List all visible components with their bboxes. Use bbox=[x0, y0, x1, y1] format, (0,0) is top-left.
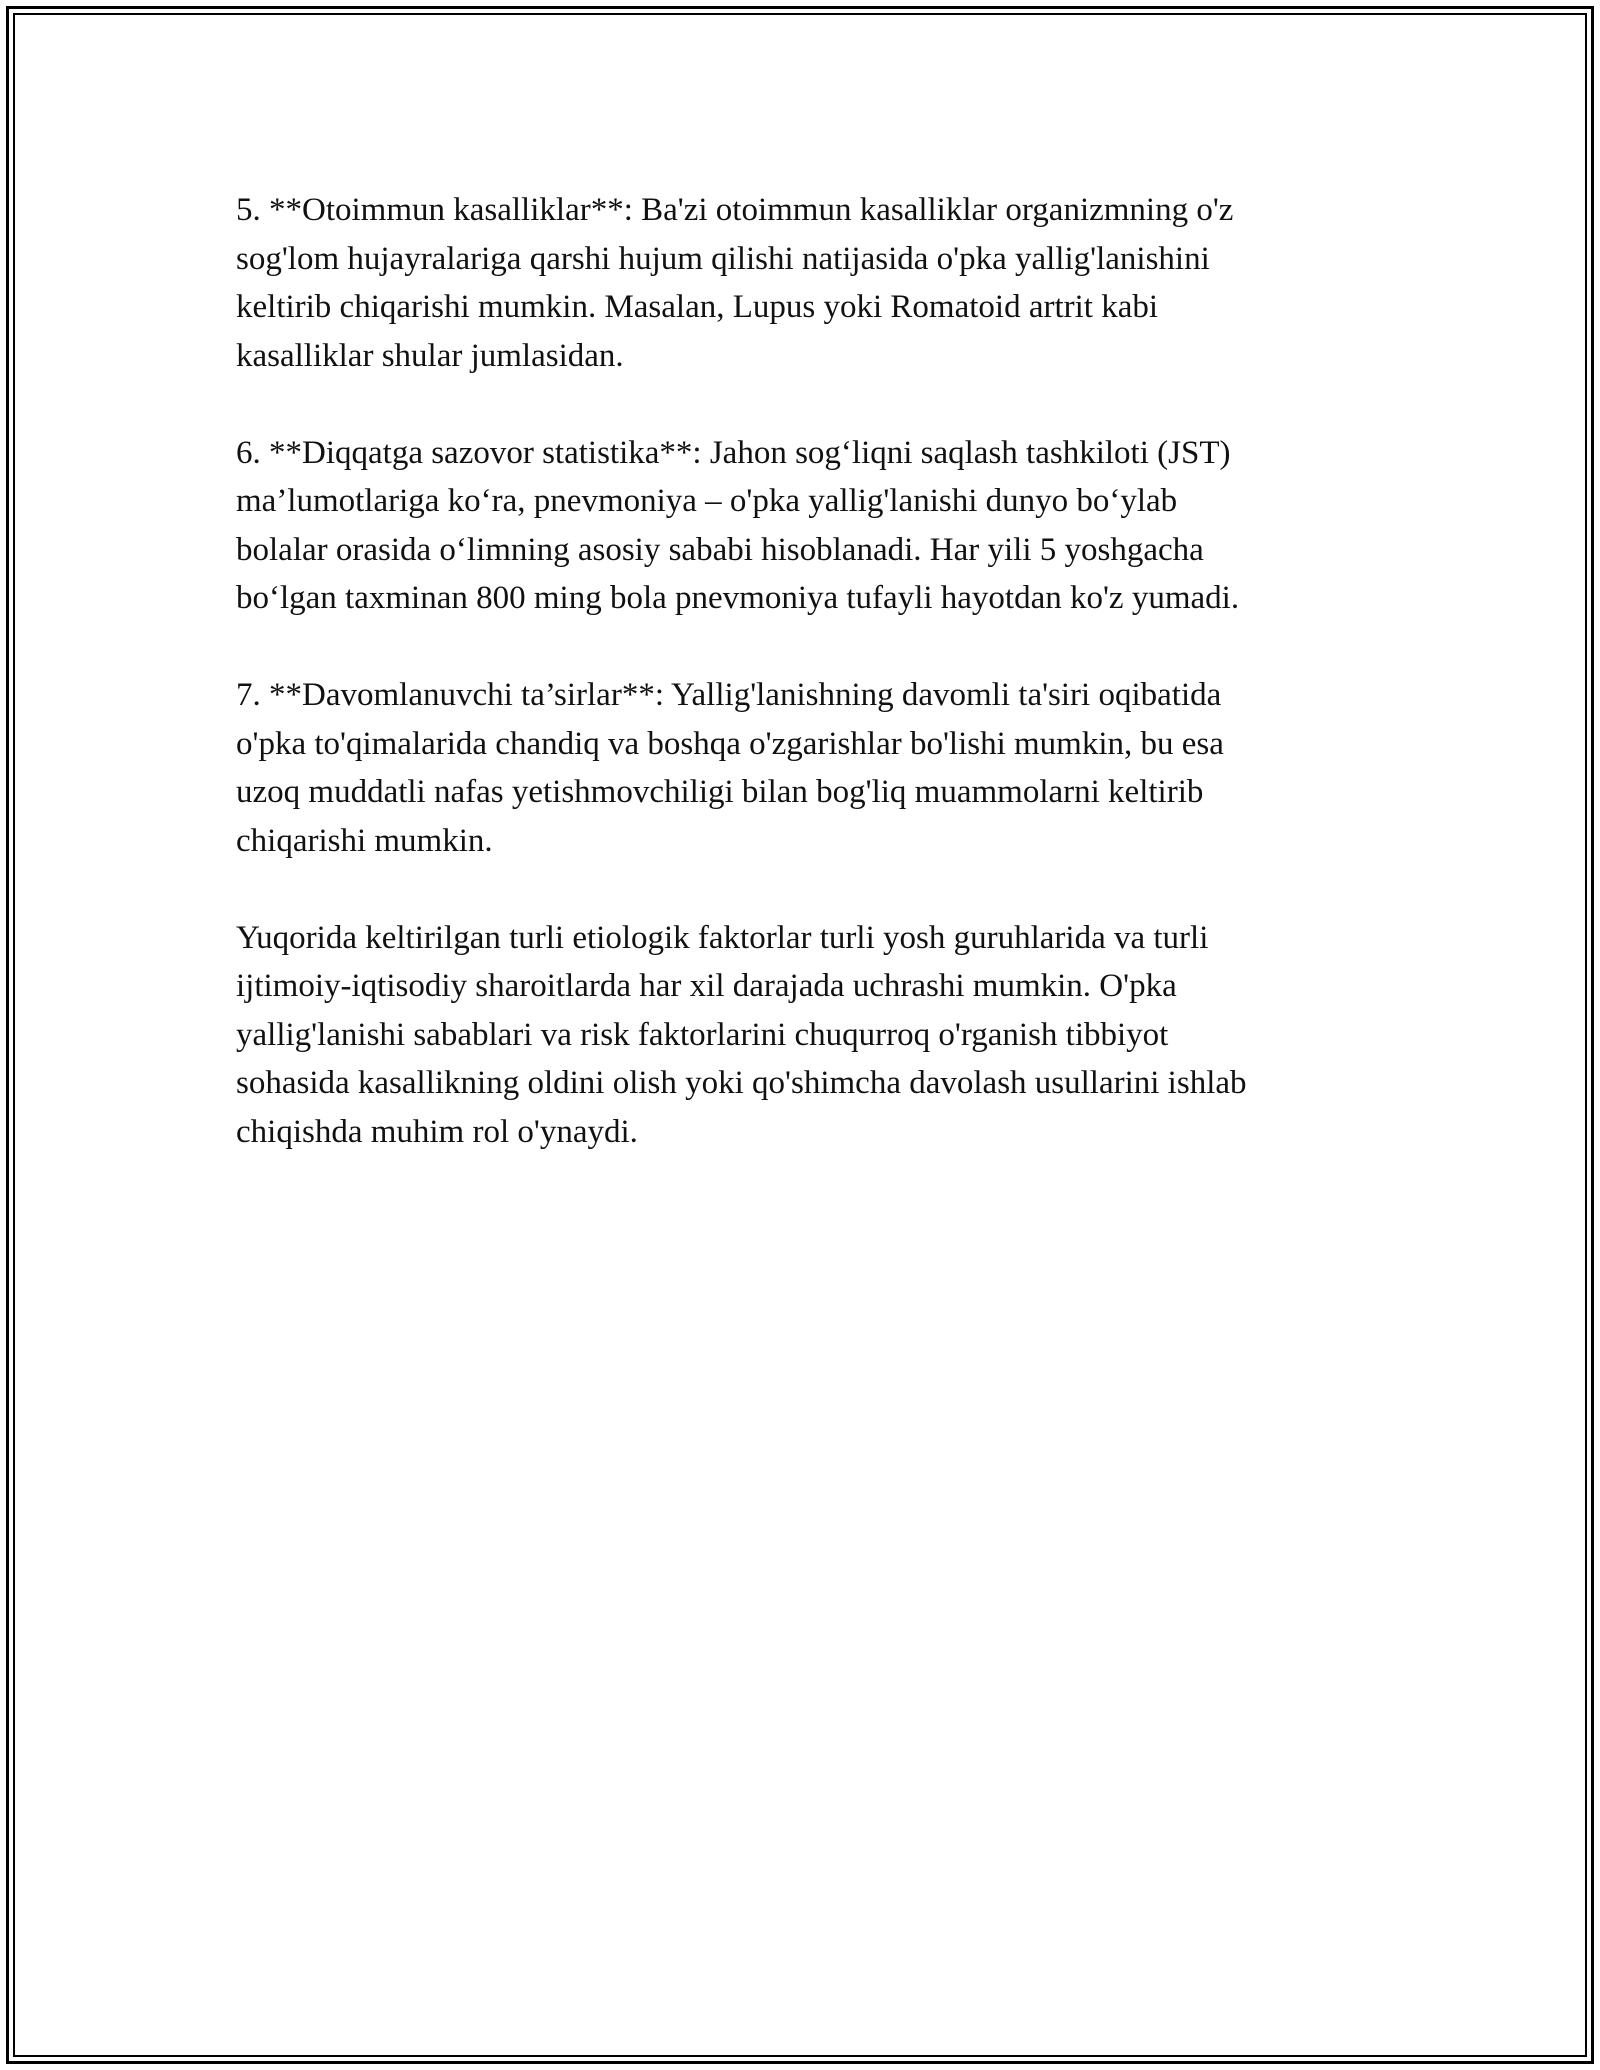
text-line: sog'lom hujayralariga qarshi hujum qilishi natijasida o'pka yallig'lanishini bbox=[236, 240, 1210, 277]
text-line: 5. **Otoimmun kasalliklar**: Ba'zi otoimmun kasalliklar organizmning o'z bbox=[236, 192, 1234, 228]
text-line: bolalar orasida o‘limning asosiy sababi hisoblanadi. Har yili 5 yoshgacha bbox=[236, 531, 1204, 568]
paragraph-lasting-effects bbox=[236, 671, 1366, 865]
paragraph-statistics bbox=[236, 429, 1366, 623]
document-body bbox=[236, 186, 1366, 1205]
text-line: sohasida kasallikning oldini olish yoki qo'shimcha davolash usullarini ishlab bbox=[236, 1065, 1247, 1101]
text-line: bo‘lgan taxminan 800 ming bola pnevmoniya tufayli hayotdan ko'z yumadi. bbox=[236, 580, 1240, 616]
text-line: keltirib chiqarishi mumkin. Masalan, Lupus yoki Romatoid artrit kabi bbox=[236, 289, 1159, 325]
text-line: uzoq muddatli nafas yetishmovchiligi bilan bog'liq muammolarni keltirib bbox=[236, 774, 1204, 810]
text-line: chiqishda muhim rol o'ynaydi. bbox=[236, 1113, 638, 1150]
paragraph-autoimmune bbox=[236, 186, 1366, 380]
text-line: ijtimoiy-iqtisodiy sharoitlarda har xil darajada uchrashi mumkin. O'pka bbox=[236, 968, 1177, 1004]
text-line: o'pka to'qimalarida chandiq va boshqa o'zgarishlar bo'lishi mumkin, bu esa bbox=[236, 725, 1224, 762]
text-line: 6. **Diqqatga sazovor statistika**: Jahon sog‘liqni saqlash tashkiloti (JST) bbox=[236, 434, 1231, 471]
text-line: chiqarishi mumkin. bbox=[236, 822, 493, 859]
text-line: Yuqorida keltirilgan turli etiologik faktorlar turli yosh guruhlarida va turli bbox=[236, 919, 1209, 956]
text-line: kasalliklar shular jumlasidan. bbox=[236, 337, 624, 374]
text-line: ma’lumotlariga ko‘ra, pnevmoniya – o'pka yallig'lanishi dunyo bo‘ylab bbox=[236, 483, 1178, 519]
text-line: yallig'lanishi sabablari va risk faktorlarini chuqurroq o'rganish tibbiyot bbox=[236, 1016, 1169, 1053]
paragraph-conclusion bbox=[236, 914, 1366, 1157]
text-line: 7. **Davomlanuvchi ta’sirlar**: Yallig'lanishning davomli ta'siri oqibatida bbox=[236, 677, 1222, 713]
